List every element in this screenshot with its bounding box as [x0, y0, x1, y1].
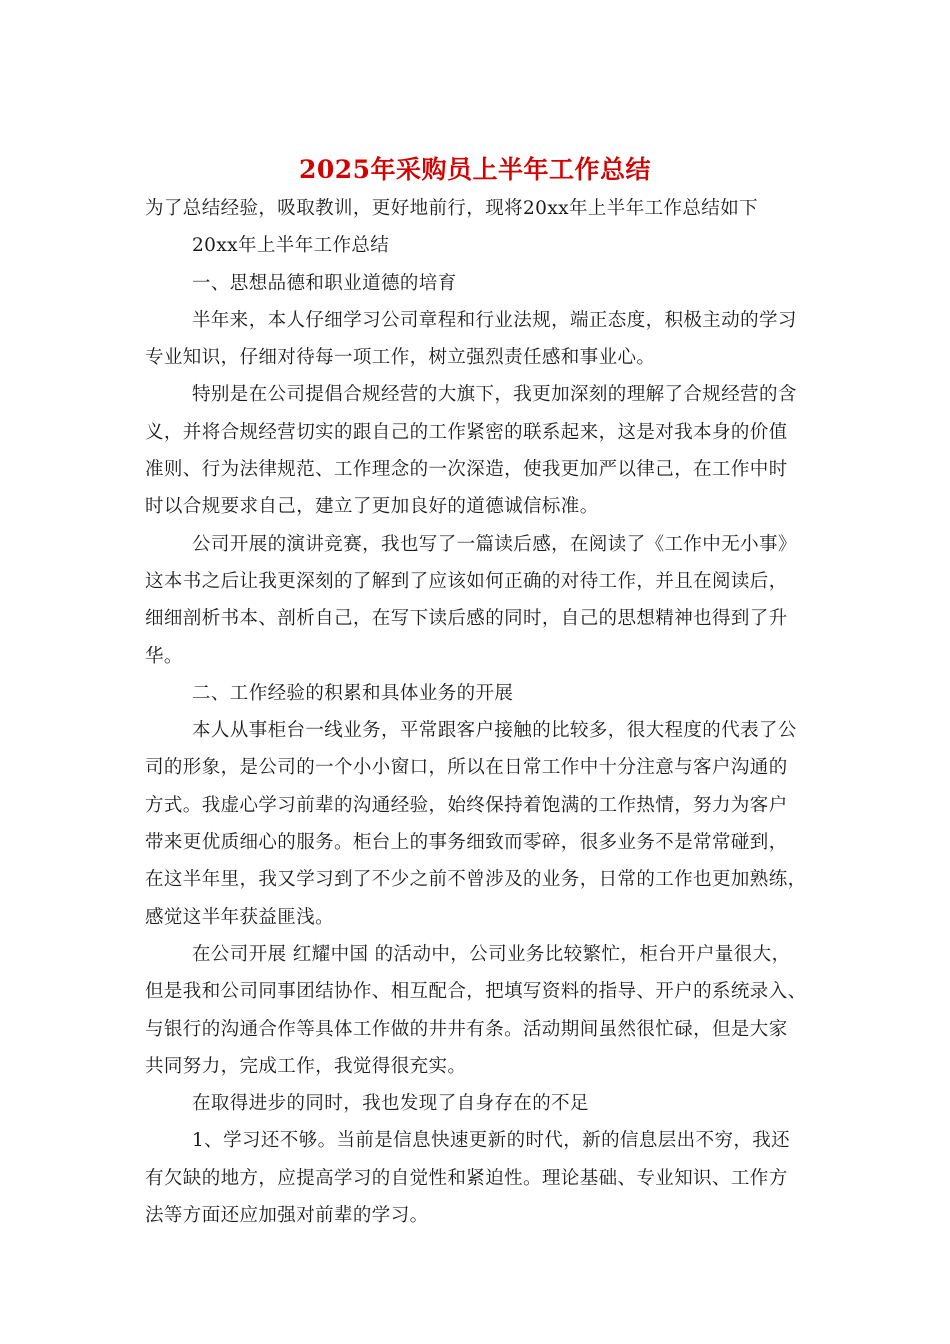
body-line: 华。 — [145, 645, 183, 667]
body-line: 义，并将合规经营切实的跟自己的工作紧密的联系起来，这是对我本身的价值 — [145, 421, 788, 443]
body-line: 本人从事柜台一线业务，平常跟客户接触的比较多，很大程度的代表了公 — [192, 720, 797, 742]
document-body — [145, 190, 805, 1234]
body-line: 带来更优质细心的服务。柜台上的事务细致而零碎，很多业务不是常常碰到， — [145, 832, 788, 854]
body-line: 一、思想品德和职业道德的培育 — [192, 272, 457, 294]
body-line: 1、学习还不够。当前是信息快速更新的时代，新的信息层出不穷，我还 — [192, 1130, 791, 1152]
body-line: 共同努力，完成工作，我觉得很充实。 — [145, 1055, 467, 1077]
body-line: 有欠缺的地方，应提高学习的自觉性和紧迫性。理论基础、专业知识、工作方 — [145, 1167, 788, 1189]
body-line: 在公司开展 红耀中国 的活动中，公司业务比较繁忙，柜台开户量很大， — [192, 943, 791, 965]
body-line: 方式。我虚心学习前辈的沟通经验，始终保持着饱满的工作热情，努力为客户 — [145, 794, 788, 816]
body-line: 这本书之后让我更深刻的了解到了应该如何正确的对待工作，并且在阅读后， — [145, 570, 788, 592]
body-line: 司的形象，是公司的一个小小窗口，所以在日常工作中十分注意与客户沟通的 — [145, 757, 788, 779]
body-line: 但是我和公司同事团结协作、相互配合，把填写资料的指导、开户的系统录入、 — [145, 981, 807, 1003]
body-line: 在取得进步的同时，我也发现了自身存在的不足 — [192, 1093, 589, 1115]
body-line: 法等方面还应加强对前辈的学习。 — [145, 1205, 429, 1227]
body-line: 为了总结经验，吸取教训，更好地前行，现将20xx年上半年工作总结如下 — [145, 198, 759, 219]
body-line: 20xx年上半年工作总结 — [192, 235, 390, 257]
body-line: 公司开展的演讲竞赛，我也写了一篇读后感，在阅读了《工作中无小事》 — [192, 533, 797, 555]
body-line: 感觉这半年获益匪浅。 — [145, 906, 335, 928]
body-line: 与银行的沟通合作等具体工作做的井井有条。活动期间虽然很忙碌，但是大家 — [145, 1018, 788, 1040]
body-line: 特别是在公司提倡合规经营的大旗下，我更加深刻的理解了合规经营的含 — [192, 384, 797, 406]
body-line: 半年来，本人仔细学习公司章程和行业法规，端正态度，积极主动的学习 — [192, 309, 797, 331]
body-line: 准则、行为法律规范、工作理念的一次深造，使我更加严以律己，在工作中时 — [145, 459, 788, 481]
body-line: 二、工作经验的积累和具体业务的开展 — [192, 682, 514, 704]
body-line: 专业知识，仔细对待每一项工作，树立强烈责任感和事业心。 — [145, 347, 656, 369]
body-line: 在这半年里，我又学习到了不少之前不曾涉及的业务，日常的工作也更加熟练， — [145, 869, 807, 891]
body-line: 细细剖析书本、剖析自己，在写下读后感的同时，自己的思想精神也得到了升 — [145, 608, 788, 630]
document-page — [145, 150, 805, 1234]
document-title: 2025年采购员上半年工作总结 — [298, 155, 652, 184]
body-line: 时以合规要求自己，建立了更加良好的道德诚信标准。 — [145, 496, 599, 518]
